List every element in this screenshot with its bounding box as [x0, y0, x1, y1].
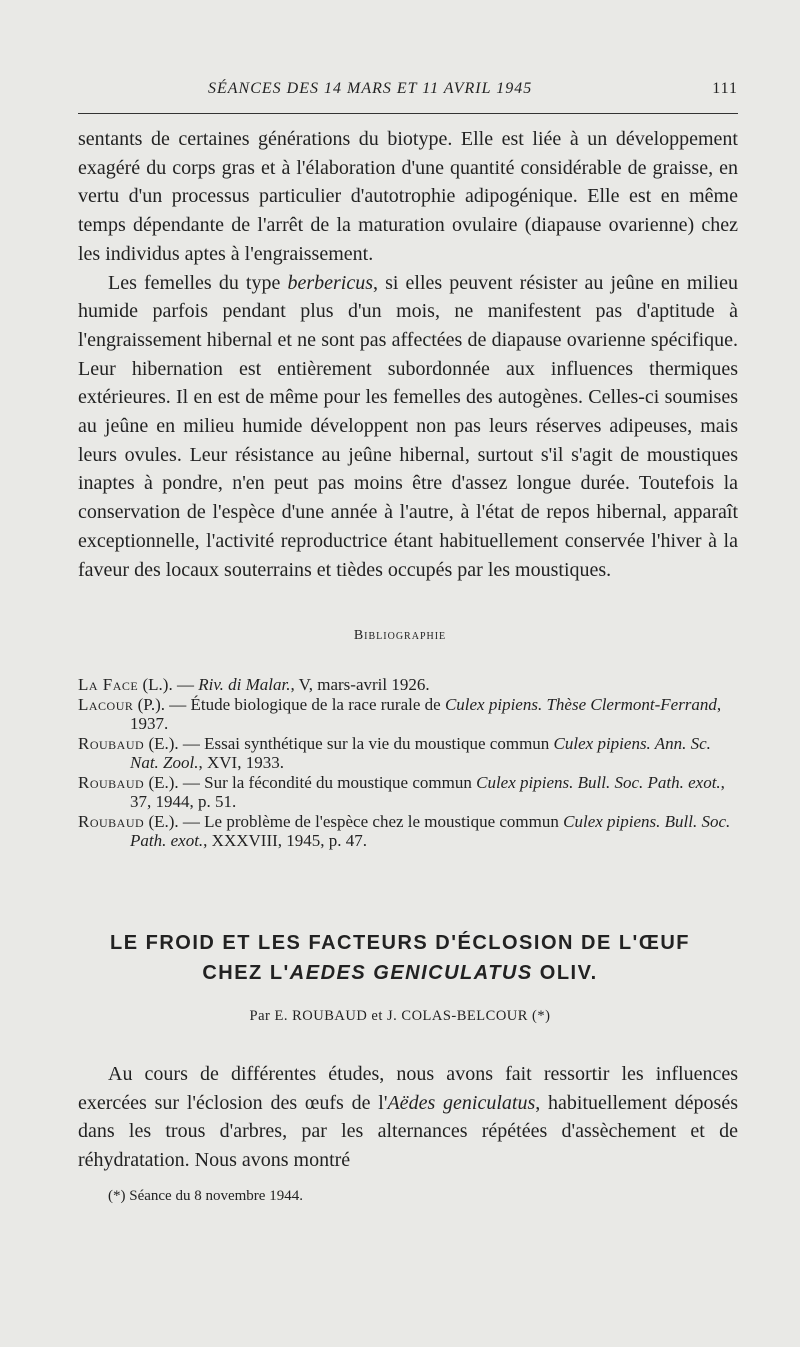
bib-text: (E.). — Sur la fécondité du moustique commun: [144, 772, 477, 792]
bib-rest: , 37, 1944, p. 51.: [130, 772, 725, 811]
page-number: 111: [712, 80, 738, 97]
footnote: (*) Séance du 8 novembre 1944.: [108, 1188, 303, 1204]
bibliography-entry: [78, 812, 738, 851]
article-authors: Par E. ROUBAUD et J. COLAS-BELCOUR (*): [249, 1008, 551, 1024]
bib-italic: Riv. di Malar.: [198, 675, 291, 694]
article-title: [0, 928, 800, 988]
bib-text: (E.). — Essai synthétique sur la vie du moustique commun: [144, 733, 554, 753]
bib-rest: , 1937.: [130, 694, 722, 733]
bib-author: La Face: [78, 675, 139, 694]
bib-rest: , V, mars-avril 1926.: [290, 675, 430, 694]
bib-text: (P.). — Étude biologique de la race rurale de: [133, 694, 445, 714]
bib-author: Roubaud: [78, 733, 145, 753]
bibliography-entry: [78, 773, 738, 812]
bib-author: Lacour: [78, 694, 134, 714]
article-title-line-2: [0, 958, 800, 988]
article-title-line-2-end: OLIV.: [532, 962, 598, 984]
bib-italic: Culex pipiens. Bull. Soc. Path. exot.: [476, 772, 721, 792]
bib-italic: Culex pipiens. Thèse Clermont-Ferrand: [444, 694, 717, 714]
article-title-line-1: LE FROID ET LES FACTEURS D'ÉCLOSION DE L'ŒUF: [110, 932, 690, 954]
species-name-aedes: Aëdes geniculatus: [387, 1091, 536, 1114]
body-paragraph-2-start: Les femelles du type: [108, 271, 288, 294]
header-rule: [78, 113, 738, 114]
bib-rest: , XXXVIII, 1945, p. 47.: [203, 831, 368, 850]
body-paragraph-2: [78, 269, 738, 585]
bib-italic: Culex pipiens. Ann. Sc. Nat. Zool.: [130, 733, 711, 772]
bibliography-entry: [78, 695, 738, 734]
bibliography-entry: [78, 675, 738, 695]
running-header-title: SÉANCES DES 14 MARS ET 11 AVRIL 1945: [208, 80, 533, 97]
bibliography-heading: Bibliographie: [353, 628, 447, 643]
article-paragraph-start: Au cours de différentes études, nous avons fait ressortir les influences exercées sur l'éclosion des œufs de l': [78, 1063, 738, 1114]
bibliography-list: [78, 675, 738, 851]
article-title-species: AEDES GENICULATUS: [289, 962, 533, 984]
bib-italic: Culex pipiens. Bull. Soc. Path. exot.: [130, 811, 731, 850]
body-paragraph-1: sentants de certaines générations du biotype. Elle est liée à un développement exagéré du corps gras et à l'élaboration d'une quantité considérable de graisse, en vertu d'un processus particulier d'autotrophie adipogénique. Elle est en même temps dépendante de l'arrêt de la maturation ovulaire (diapause ovarienne) chez les individus aptes à l'engraissement.: [78, 128, 738, 265]
bibliography-entry: [78, 734, 738, 773]
article-paragraph: [78, 1060, 738, 1174]
body-paragraph-2-end: , si elles peuvent résister au jeûne en milieu humide parfois pendant plus d'un mois, ne manifestent pas d'aptitude à l'engraissement hibernal et ne sont pas affectées de diapause ovarienne spécifique. Leur hibernation est entièrement subordonnée aux influences thermiques extérieures. Il en est de même pour les femelles des autogènes. Celles-ci soumises au jeûne en milieu humide développent non pas leurs réserves adipeuses, mais leurs ovules. Leur résistance au jeûne hibernal, surtout s'il s'agit de moustiques inaptes à pondre, n'en peut pas moins être d'assez longue durée. Toutefois la conservation de l'espèce d'une année à l'autre, à l'état de repos hibernal, apparaît exceptionnelle, l'activité reproductrice étant habituellement conservée l'hiver à la faveur des locaux souterrains et tièdes occupés par les moustiques.: [78, 271, 738, 581]
bib-author: Roubaud: [78, 811, 145, 831]
article-paragraph-end: , habituellement déposés dans les trous d'arbres, par les alternances répétées d'assèchement et de réhydratation. Nous avons montré: [78, 1091, 738, 1171]
article-text: [78, 1060, 738, 1174]
bib-text: (E.). — Le problème de l'espèce chez le moustique commun: [144, 811, 564, 831]
species-name-berbericus: berbericus: [287, 271, 373, 294]
article-title-line-2-start: CHEZ L': [202, 962, 290, 984]
bib-text: (L.). —: [138, 675, 199, 694]
bib-author: Roubaud: [78, 772, 145, 792]
body-text: [78, 125, 738, 584]
bib-rest: , XVI, 1933.: [198, 753, 284, 772]
